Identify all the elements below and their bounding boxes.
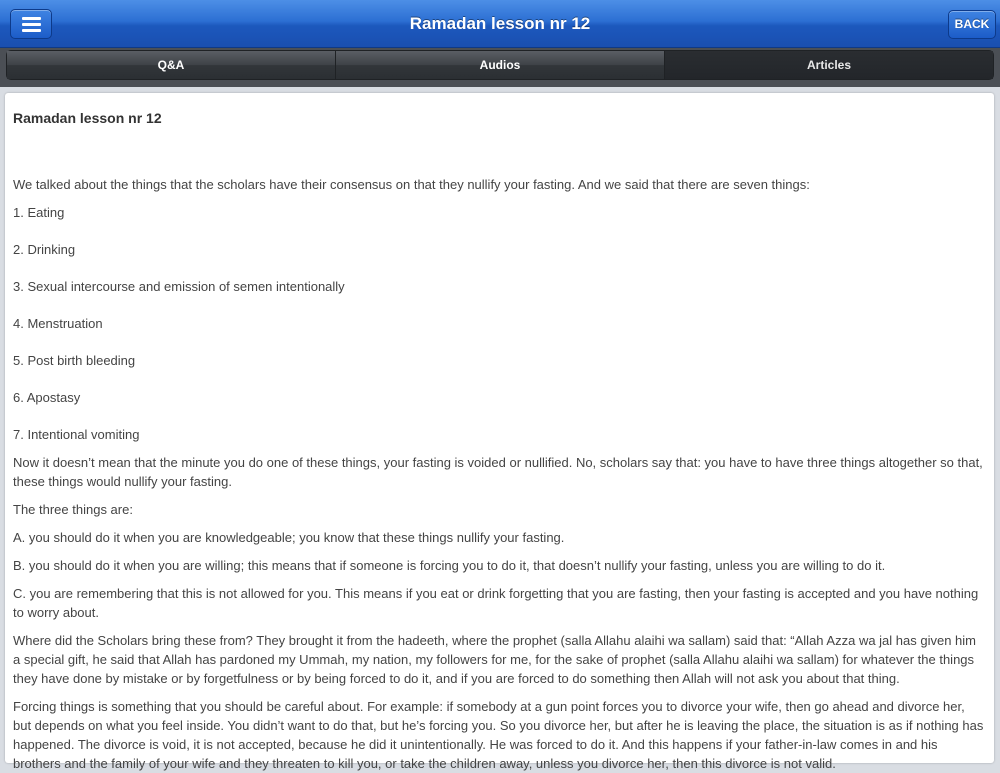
list-item: 3. Sexual intercourse and emission of semen intentionally <box>13 279 345 294</box>
article-paragraph: Now it doesn’t mean that the minute you do one of these things, your fasting is voided or nullified. No, scholars say that: you have to have three things altogether so that, these things would nullify your fasting. <box>13 455 983 489</box>
menu-bar-line <box>22 17 41 20</box>
tab-qa[interactable]: Q&A <box>7 51 336 79</box>
article-paragraph: Where did the Scholars bring these from? They brought it from the hadeeth, where the prophet (salla Allahu alaihi wa sallam) said that: “Allah Azza wa jal has given him a special gift, he said that Allah has pardoned my Ummah, my nation, my followers for me, for the sake of prophet (salla Allahu alaihi wa sallam) for whatever the things they have done by mistake or by forgetfulness or by being forced to do it, and if you are forced to do something then Allah will not ask you about that thing. <box>13 633 976 686</box>
list-item: 5. Post birth bleeding <box>13 353 136 368</box>
article-intro: We talked about the things that the scholars have their consensus on that they nullify your fasting. And we said that there are seven things: <box>13 177 810 192</box>
article-paragraph: A. you should do it when you are knowledgeable; you know that these things nullify your fasting. <box>13 530 565 545</box>
list-item: 1. Eating <box>13 205 65 220</box>
article-heading: Ramadan lesson nr 12 <box>13 110 162 126</box>
list-item: 7. Intentional vomiting <box>13 427 140 442</box>
list-item: 4. Menstruation <box>13 316 103 331</box>
page-title: Ramadan lesson nr 12 <box>409 14 591 33</box>
tab-audios[interactable]: Audios <box>336 51 665 79</box>
top-navigation-bar <box>0 0 1000 48</box>
menu-bar-line <box>22 23 41 26</box>
back-button[interactable]: BACK <box>948 10 996 39</box>
tab-group <box>6 50 994 80</box>
segmented-tab-bar <box>0 48 1000 87</box>
hamburger-menu-icon[interactable] <box>10 9 52 39</box>
article-body <box>5 93 994 773</box>
menu-bar-line <box>22 29 41 32</box>
article-paragraph: The three things are: <box>13 502 133 517</box>
article-paragraph: C. you are remembering that this is not allowed for you. This means if you eat or drink forgetting that you are fasting, then your fasting is accepted and you have nothing to worry about. <box>13 586 979 620</box>
list-item: 6. Apostasy <box>13 390 81 405</box>
article-paragraph: Forcing things is something that you should be careful about. For example: if somebody at a gun point forces you to divorce your wife, then go ahead and divorce her, but depends on what you feel inside. You didn’t want to do that, but he’s forcing you. So you divorce her, but after he is leaving the place, the situation is as if nothing has happened. The divorce is void, it is not accepted, because he did it unintentionally. He was forced to do it. And this happens if your father-in-law comes in and his brothers and the family of your wife and they threaten to kill you, or take the children away, unless you divorce her, then this divorce is not valid. <box>13 699 984 771</box>
list-item: 2. Drinking <box>13 242 76 257</box>
article-content-panel[interactable] <box>5 93 994 771</box>
article-paragraph: B. you should do it when you are willing; this means that if someone is forcing you to do it, that doesn’t nullify your fasting, unless you are willing to do it. <box>13 558 886 573</box>
tab-articles[interactable]: Articles <box>665 51 993 79</box>
